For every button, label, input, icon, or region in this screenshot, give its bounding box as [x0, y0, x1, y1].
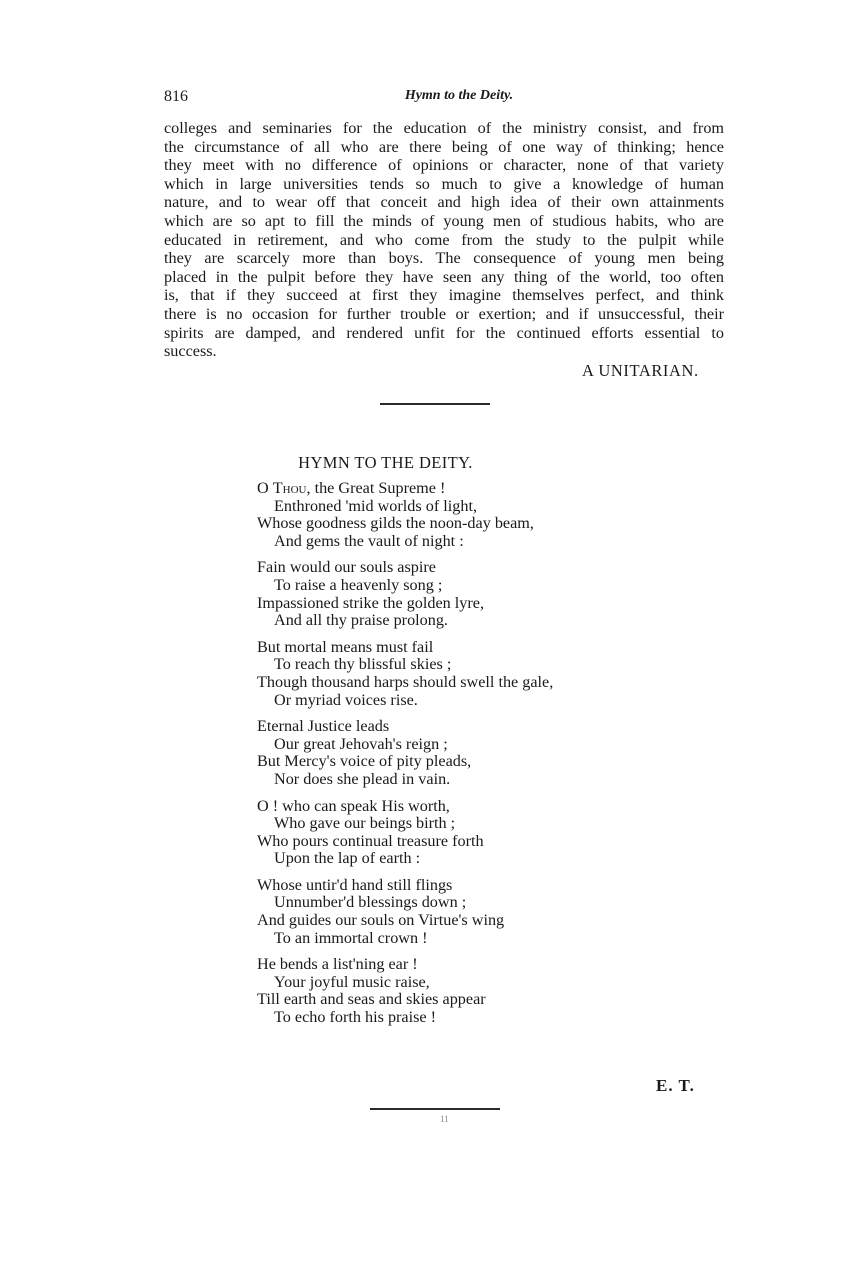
verse-line: Our great Jehovah's reign ;: [274, 734, 448, 753]
letter-line: placed in the pulpit before they have seen any thing of the world, too often: [164, 267, 724, 286]
stanza-7: [257, 956, 553, 1026]
verse-line: O ! who can speak His worth,: [257, 796, 450, 815]
verse-line: Or myriad voices rise.: [274, 690, 418, 709]
hymn-title-text: HYMN TO THE DEITY.: [298, 453, 473, 472]
verse-line: And guides our souls on Virtue's wing: [257, 911, 505, 930]
verse-line: To reach thy blissful skies ;: [274, 655, 452, 674]
letter-line: there is no occasion for further trouble or exertion; and if unsuccessful, their: [164, 304, 724, 323]
folio-mark: 11: [440, 1114, 449, 1124]
letter-line: spirits are damped, and rendered unfit for the continued efforts essential to: [164, 323, 724, 342]
letter-line: they are scarcely more than boys. The consequence of young men being: [164, 249, 724, 268]
end-rule: [370, 1108, 500, 1110]
verse-line: Nor does she plead in vain.: [274, 769, 451, 788]
verse-line: [257, 480, 553, 498]
verse-line: Though thousand harps should swell the gale,: [257, 672, 554, 691]
verse-line: Unnumber'd blessings down ;: [274, 893, 467, 912]
running-title: Hymn to the Deity.: [404, 88, 514, 103]
letter-line: colleges and seminaries for the education of the ministry consist, and from: [164, 119, 724, 137]
verse-line: To echo forth his praise !: [274, 1008, 437, 1027]
section-divider-rule: [380, 403, 490, 405]
verse-line: And gems the vault of night :: [274, 531, 464, 550]
verse-line: He bends a list'ning ear !: [257, 955, 418, 974]
letter-line: educated in retirement, and who come from the study to the pulpit while: [164, 230, 724, 249]
letter-signature: A UNITARIAN.: [582, 361, 699, 380]
stanza-2: [257, 559, 553, 629]
stanza-6: [257, 877, 553, 947]
verse-line: To an immortal crown !: [274, 928, 428, 947]
letter-body: [164, 119, 724, 361]
verse-line: Whose goodness gilds the noon-day beam,: [257, 514, 534, 533]
verse-line: Enthroned 'mid worlds of light,: [274, 496, 477, 515]
verse-line: Whose untir'd hand still flings: [257, 875, 453, 894]
hymn-title: [0, 453, 843, 473]
verse-line: Upon the lap of earth :: [274, 849, 421, 868]
hymn-signature: E. T.: [656, 1076, 695, 1095]
verse-line: Who gave our beings birth ;: [274, 814, 456, 833]
stanza-4: [257, 718, 553, 788]
verse-line: Who pours continual treasure forth: [257, 831, 484, 850]
letter-line: success.: [164, 342, 217, 361]
verse-line: And all thy praise prolong.: [274, 611, 448, 630]
verse-line: Till earth and seas and skies appear: [257, 990, 486, 1009]
verse-line: Your joyful music raise,: [274, 972, 430, 991]
stanza-5: [257, 798, 553, 868]
verse-line: But mortal means must fail: [257, 637, 434, 656]
letter-line: is, that if they succeed at first they imagine themselves perfect, and think: [164, 286, 724, 305]
verse-line: But Mercy's voice of pity pleads,: [257, 752, 472, 771]
letter-line: which are so apt to fill the minds of young men of studious habits, who are: [164, 211, 724, 230]
stanza-3: [257, 639, 553, 709]
verse-rest: , the Great Supreme !: [306, 479, 446, 497]
running-head: [164, 88, 724, 110]
page-number: 816: [164, 88, 188, 105]
hymn-poem: [257, 480, 553, 1036]
verse-first-word: O: [257, 479, 273, 497]
verse-line: Fain would our souls aspire: [257, 558, 436, 577]
verse-line: To raise a heavenly song ;: [274, 575, 443, 594]
letter-line: they meet with no difference of opinions or character, none of that variety: [164, 156, 724, 175]
verse-line: Impassioned strike the golden lyre,: [257, 593, 485, 612]
verse-small-caps: Thou: [272, 479, 307, 497]
verse-line: Eternal Justice leads: [257, 717, 390, 736]
letter-line: which in large universities tends so much to give a knowledge of human: [164, 174, 724, 193]
letter-line: the circumstance of all who are there being of one way of thinking; hence: [164, 137, 724, 156]
stanza-1: [257, 480, 553, 550]
letter-line: nature, and to wear off that conceit and high idea of their own attainments: [164, 193, 724, 212]
